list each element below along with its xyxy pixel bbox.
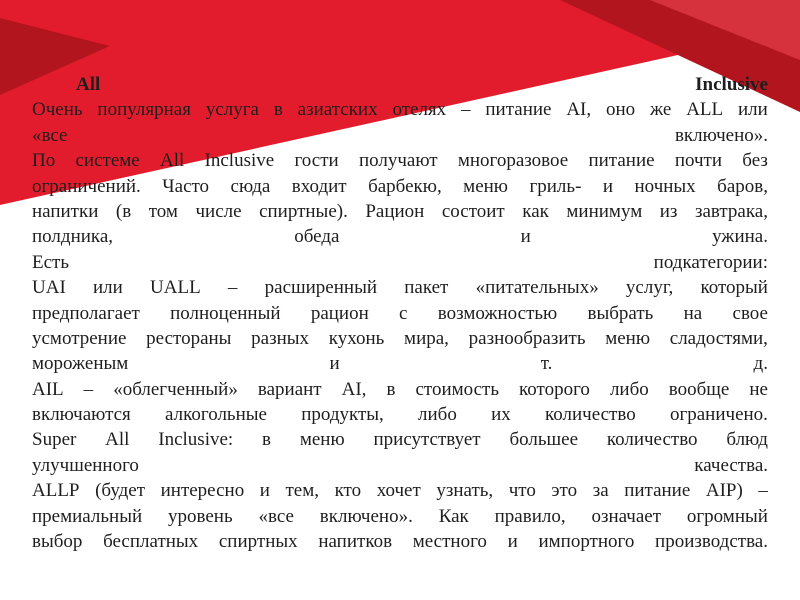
text-word: AI, [341, 378, 367, 400]
text-word: завтрака, [694, 200, 768, 222]
text-word: оно [606, 99, 636, 121]
text-line [32, 275, 768, 300]
text-word: присутствует [373, 429, 481, 451]
text-word: числе [195, 200, 242, 222]
slide-title [32, 72, 768, 97]
text-word: импортного [538, 531, 635, 553]
text-line [32, 97, 768, 122]
text-word: – [461, 99, 471, 121]
text-word: без [742, 150, 768, 172]
text-word: алкогольные [165, 404, 267, 426]
text-word: (в [115, 200, 132, 222]
text-word: азиатских [297, 99, 378, 121]
text-word: Часто [162, 175, 210, 197]
text-word: и [259, 480, 270, 502]
text-word: AIL [32, 378, 64, 400]
text-word: который [700, 277, 768, 299]
text-word: входит [291, 175, 347, 197]
text-word: ALLP [32, 480, 80, 502]
text-word: либо [418, 404, 457, 426]
text-word: Как [438, 505, 469, 527]
text-word: рестораны [146, 327, 232, 349]
text-word: барбекю, [368, 175, 442, 197]
text-word: сюда [230, 175, 271, 197]
text-word: вообще [668, 378, 730, 400]
title-word: Inclusive [695, 74, 768, 95]
text-word: Очень [32, 99, 83, 121]
text-word: их [491, 404, 511, 426]
text-word: Есть [32, 251, 70, 273]
text-word: ужина. [712, 226, 768, 248]
text-word: огромный [686, 505, 768, 527]
text-word: Рацион [365, 200, 425, 222]
slide-text-block [32, 72, 768, 554]
text-word: «облегченный» [113, 378, 238, 400]
text-word: это [551, 480, 578, 502]
text-word: как [522, 200, 549, 222]
text-word: большее [509, 429, 578, 451]
text-word: кухонь [328, 327, 385, 349]
text-word: гости [294, 150, 339, 172]
text-word: качества. [694, 454, 768, 476]
text-word: либо [609, 378, 649, 400]
text-word: популярная [97, 99, 191, 121]
text-word: кто [334, 480, 362, 502]
text-word: питание [485, 99, 552, 121]
text-word: спиртных [218, 531, 298, 553]
text-word: напитков [318, 531, 393, 553]
text-word: уровень [167, 505, 233, 527]
text-word: обеда [294, 226, 340, 248]
text-word: расширенный [264, 277, 378, 299]
text-word: подкатегории: [653, 251, 768, 273]
text-word: на [683, 302, 703, 324]
text-line [32, 427, 768, 452]
text-word: свое [732, 302, 768, 324]
text-word: напитки [32, 200, 99, 222]
text-line [32, 504, 768, 529]
text-word: том [148, 200, 178, 222]
text-word: т. [540, 353, 553, 375]
text-word: мира, [404, 327, 449, 349]
text-word: вариант [257, 378, 322, 400]
text-line [32, 199, 768, 224]
title-word: All [76, 74, 101, 95]
text-word: с [399, 302, 408, 324]
text-word: минимум [566, 200, 643, 222]
text-word: включено». [674, 124, 768, 146]
text-word: ALL [686, 99, 724, 121]
text-word: премиальный [32, 505, 143, 527]
text-word: состоит [441, 200, 505, 222]
text-word: в [386, 378, 396, 400]
text-word: из [659, 200, 678, 222]
text-word: количество [545, 404, 636, 426]
text-word: AIP) [705, 480, 743, 502]
text-word: в [273, 99, 283, 121]
text-line [32, 478, 768, 503]
text-word: питание [624, 480, 691, 502]
text-word: мороженым [32, 353, 129, 375]
text-word: UALL [150, 277, 201, 299]
text-word: интересно [160, 480, 245, 502]
text-word: «питательных» [475, 277, 599, 299]
text-word: «все [258, 505, 294, 527]
text-word: По [32, 150, 56, 172]
text-word: – [758, 480, 768, 502]
text-word: или [93, 277, 123, 299]
text-line [32, 174, 768, 199]
slide-body [32, 97, 768, 554]
text-word: и [329, 353, 340, 375]
text-word: Inclusive: [158, 429, 234, 451]
text-word: местного [412, 531, 487, 553]
text-word: меню [299, 429, 345, 451]
text-word: получают [358, 150, 438, 172]
text-word: и [602, 175, 614, 197]
text-word: разнообразить [468, 327, 586, 349]
text-word: гриль- [529, 175, 582, 197]
text-word: или [738, 99, 768, 121]
text-word: выбор [32, 531, 83, 553]
text-word: количество [606, 429, 698, 451]
text-line [32, 148, 768, 173]
text-word: отелях [392, 99, 447, 121]
text-word: баров, [717, 175, 768, 197]
text-word: в [262, 429, 272, 451]
text-word: разных [251, 327, 310, 349]
text-word: означает [591, 505, 662, 527]
text-word: не [749, 378, 768, 400]
text-word: же [650, 99, 672, 121]
text-word: ограничений. [32, 175, 141, 197]
text-word: почти [674, 150, 723, 172]
text-word: услуг, [625, 277, 674, 299]
text-word: спиртные). [259, 200, 348, 222]
text-word: хочет [376, 480, 421, 502]
text-line [32, 377, 768, 402]
text-word: усмотрение [32, 327, 127, 349]
text-word: правило, [494, 505, 566, 527]
text-word: и [507, 531, 518, 553]
text-word: стоимость [415, 378, 500, 400]
text-word: «все [32, 124, 68, 146]
text-word: включаются [32, 404, 131, 426]
text-word: многоразовое [457, 150, 569, 172]
text-word: полдника, [32, 226, 114, 248]
text-word: блюд [726, 429, 768, 451]
text-word: предполагает [32, 302, 140, 324]
text-word: тем, [285, 480, 320, 502]
text-line [32, 326, 768, 351]
text-word: производства. [655, 531, 768, 553]
text-line [32, 453, 768, 478]
text-word: системе [75, 150, 140, 172]
text-word: полноценный [170, 302, 281, 324]
text-word: меню [463, 175, 508, 197]
text-word: улучшенного [32, 454, 139, 476]
text-line [32, 250, 768, 275]
text-word: бесплатных [103, 531, 199, 553]
text-word: питание [588, 150, 655, 172]
text-word: – [227, 277, 238, 299]
text-word: за [592, 480, 609, 502]
text-word: ограничено. [669, 404, 768, 426]
text-word: возможностью [437, 302, 558, 324]
text-line [32, 529, 768, 554]
text-word: Super [32, 429, 77, 451]
text-word: что [508, 480, 536, 502]
text-word: рацион [310, 302, 369, 324]
text-word: All [105, 429, 130, 451]
text-word: UAI [32, 277, 66, 299]
text-word: – [83, 378, 94, 400]
text-line [32, 123, 768, 148]
text-word: узнать, [436, 480, 494, 502]
text-line [32, 301, 768, 326]
text-word: (будет [95, 480, 146, 502]
text-word: All [160, 150, 185, 172]
text-word: Inclusive [204, 150, 275, 172]
text-word: и [520, 226, 531, 248]
text-word: ночных [634, 175, 696, 197]
text-line [32, 351, 768, 376]
text-word: выбрать [587, 302, 654, 324]
text-word: продукты, [301, 404, 384, 426]
text-line [32, 224, 768, 249]
text-word: сладостями, [669, 327, 768, 349]
text-word: включено». [319, 505, 413, 527]
text-word: пакет [404, 277, 449, 299]
text-line [32, 402, 768, 427]
text-word: услуга [205, 99, 259, 121]
text-word: д. [753, 353, 768, 375]
text-word: AI, [566, 99, 592, 121]
text-word: которого [519, 378, 590, 400]
text-word: меню [605, 327, 651, 349]
